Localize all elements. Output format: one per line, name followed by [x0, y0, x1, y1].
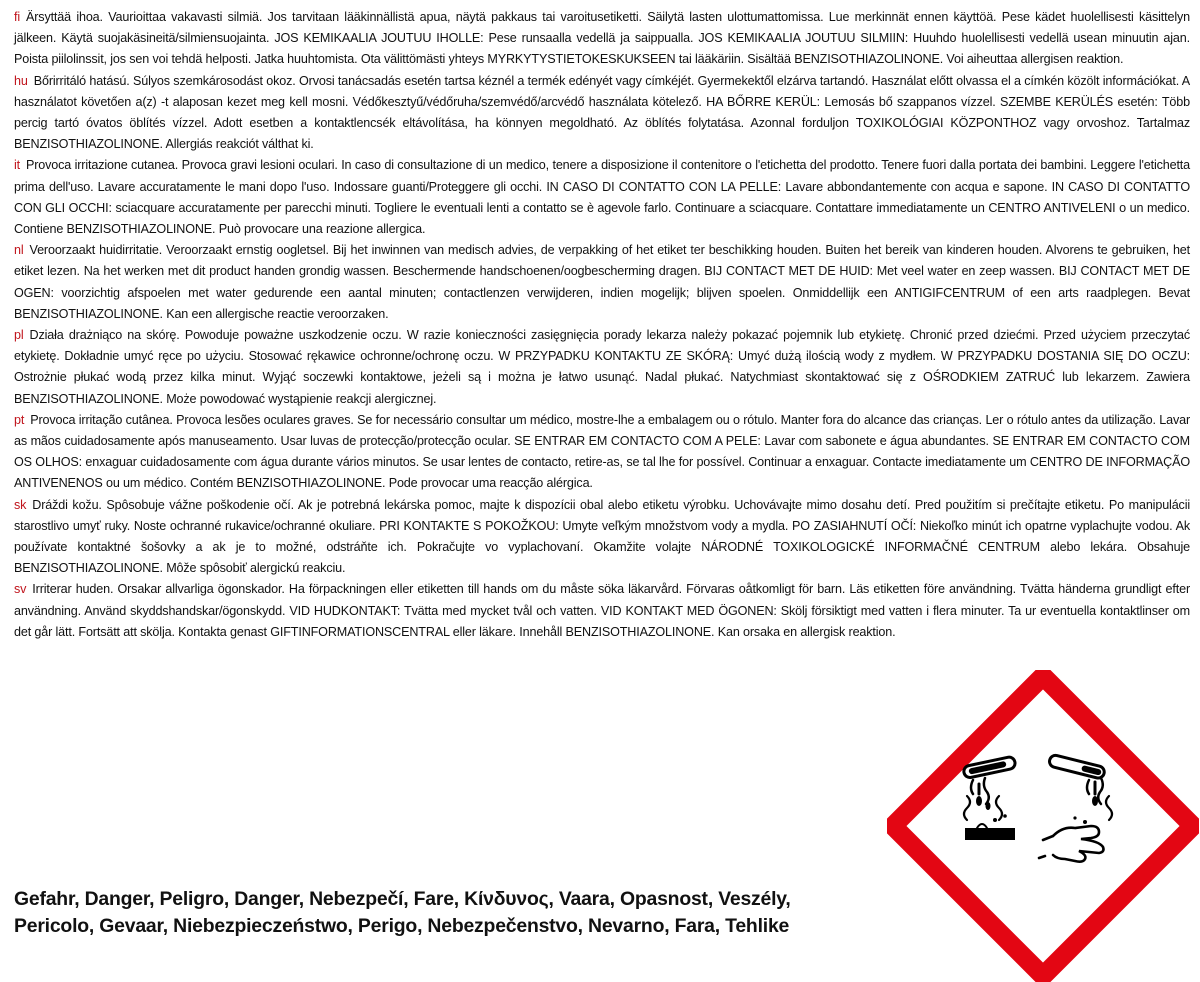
statement-text: Provoca irritazione cutanea. Provoca gravi lesioni oculari. In caso di consultazione di un medico, tenere a disposizione il contenitore o l'etichetta del prodotto. Tenere fuori dalla portata dei bambini. Leggere l'etichetta prima dell'uso. Lavare accuratamente le mani dopo l'uso. Indossare guanti/Proteggere gli occhi. IN CASO DI CONTATTO CON LA PELLE: Lavare abbondantemente con acqua e sapone. IN CASO DI CONTATTO CON GLI OCCHI: sciacquare accuratamente per parecchi minuti. Togliere le eventuali lenti a contatto se è agevole farlo. Continuare a sciacquare. Contattare immediatamente un CENTRO ANTIVELENI o un medico. Contiene BENZISOTHIAZOLINONE. Può provocare una reazione allergica.: [14, 158, 1190, 237]
lang-code: sv: [14, 582, 27, 597]
statement-text: Provoca irritação cutânea. Provoca lesões oculares graves. Se for necessário consultar um médico, mostre-lhe a embalagem ou o rótulo. Manter fora do alcance das crianças. Ler o rótulo antes da utilização. Lavar as mãos cuidadosamente após manuseamento. Usar luvas de protecção/protecção ocular. SE ENTRAR EM CONTACTO COM A PELE: Lavar com sabonete e água abundantes. SE ENTRAR EM CONTACTO COM OS OLHOS: enxaguar cuidadosamente com água durante vários minutos. Se usar lentes de contacto, retire-as, se tal lhe for possível. Continuar a enxaguar. Contacte imediatamente um CENTRO DE INFORMAÇÃO ANTIVENENOS ou um médico. Contém BENZISOTHIAZOLINONE. Pode provocar uma reacção alérgica.: [14, 412, 1190, 491]
statement-text: Ärsyttää ihoa. Vaurioittaa vakavasti silmiä. Jos tarvitaan lääkinnällistä apua, näytä pakkaus tai varoitusetiketti. Säilytä lasten ulottumattomissa. Lue merkinnät ennen käyttöä. Pese kädet huolellisesti käsittelyn jälkeen. Käytä suojakäsineitä/silmiensuojainta. JOS KEMIKAALIA JOUTUU IHOLLE: Pese runsaalla vedellä ja saippualla. JOS KEMIKAALIA JOUTUU SILMIIN: Huuhdo huolellisesti vedellä usean minuutin ajan. Poista piilolinssit, jos sen voi tehdä helposti. Jatka huuhtomista. Ota välittömästi yhteys MYRKYTYSTIETOKESKUKSEEN tai lääkäriin. Sisältää BENZISOTHIAZOLINONE. Voi aiheuttaa allergisen reaktion.: [14, 10, 1190, 67]
statement-sv: [14, 579, 1190, 643]
statement-pl: [14, 325, 1190, 410]
statement-text: Bőrirritáló hatású. Súlyos szemkárosodást okoz. Orvosi tanácsadás esetén tartsa kéznél a termék edényét vagy címkéjét. Gyermekektől elzárva tartandó. Használat előtt olvassa el a címkén közölt információkat. A használatot követően a(z) -t alaposan kezet meg kell mosni. Védőkesztyű/védőruha/szemvédő/arcvédő használata kötelező. HA BŐRRE KERÜL: Lemosás bő szappanos vízzel. SZEMBE KERÜLÉS esetén: Több percig tartó óvatos öblítés vízzel. Adott esetben a kontaktlencsék eltávolítása, ha könnyen megoldható. Az öblítés folytatása. Azonnal forduljon TOXIKOLÓGIAI KÖZPONTHOZ vagy orvoshoz. Tartalmaz BENZISOTHIAZOLINONE. Allergiás reakciót válthat ki.: [14, 73, 1190, 152]
statement-text: Działa drażniąco na skórę. Powoduje poważne uszkodzenie oczu. W razie konieczności zasięgnięcia porady lekarza należy pokazać pojemnik lub etykietę. Chronić przed dziećmi. Przed użyciem przeczytać etykietę. Dokładnie umyć ręce po użyciu. Stosować rękawice ochronne/ochronę oczu. W PRZYPADKU KONTAKTU ZE SKÓRĄ: Umyć dużą ilością wody z mydłem. W PRZYPADKU DOSTANIA SIĘ DO OCZU: Ostrożnie płukać wodą przez kilka minut. Wyjąć soczewki kontaktowe, jeżeli są i można je łatwo usunąć. Nadal płukać. Natychmiast skontaktować się z OŚRODKIEM ZATRUĆ lub lekarzem. Zawiera BENZISOTHIAZOLINONE. Może powodować wystąpienie reakcji alergicznej.: [14, 328, 1190, 406]
lang-code: fi: [14, 10, 20, 24]
statement-text: Veroorzaakt huidirritatie. Veroorzaakt ernstig oogletsel. Bij het inwinnen van medisch advies, de verpakking of het etiket ter beschikking houden. Buiten het bereik van kinderen houden. Alvorens te gebruiken, het etiket lezen. Na het werken met dit product handen grondig wassen. Beschermende handschoenen/oogbescherming dragen. BIJ CONTACT MET DE HUID: Met veel water en zeep wassen. BIJ CONTACT MET DE OGEN: voorzichtig afspoelen met water gedurende een aantal minuten; contactlenzen verwijderen, indien mogelijk; blijven spoelen. Onmiddellijk een ANTIGIFCENTRUM of een arts raadplegen. Bevat BENZISOTHIAZOLINONE. Kan een allergische reactie veroorzaken.: [14, 243, 1190, 321]
hazard-statements: [14, 7, 1190, 643]
statement-sk: [14, 495, 1190, 580]
statement-fi: [14, 7, 1190, 71]
statement-nl: [14, 240, 1190, 325]
statement-text: Dráždi kožu. Spôsobuje vážne poškodenie očí. Ak je potrebná lekárska pomoc, majte k dispozícii obal alebo etiketu výrobku. Uchovávajte mimo dosahu detí. Pred použitím si prečítajte etiketu. Po manipulácii starostlivo umyť ruky. Noste ochranné rukavice/ochranné okuliare. PRI KONTAKTE S POKOŽKOU: Umyte veľkým množstvom vody a mydla. PO ZASIAHNUTÍ OČÍ: Niekoľko minút ich opatrne vyplachujte vodou. Ak používate kontaktné šošovky a ak je to možné, odstráňte ich. Pokračujte vo vyplachovaní. Okamžite volajte NÁRODNÉ TOXIKOLOGICKÉ INFORMAČNÉ CENTRUM alebo lekára. Obsahuje BENZISOTHIAZOLINONE. Môže spôsobiť alergickú reakciu.: [14, 497, 1190, 576]
statement-text: Irriterar huden. Orsakar allvarliga ögonskador. Ha förpackningen eller etiketten till hands om du måste söka läkarvård. Förvaras oåtkomligt för barn. Läs etiketten före användning. Tvätta händerna grundligt efter användning. Använd skyddshandskar/ögonskydd. VID HUDKONTAKT: Tvätta med mycket tvål och vatten. VID KONTAKT MED ÖGONEN: Skölj försiktigt med vatten i flera minuter. Ta ur eventuella kontaktlinser om det går lätt. Fortsätt att skölja. Kontakta genast GIFTINFORMATIONSCENTRAL eller läkare. Innehåll BENZISOTHIAZOLINONE. Kan orsaka en allergisk reaktion.: [14, 582, 1190, 639]
signal-words: [14, 886, 914, 940]
lang-code: sk: [14, 497, 27, 512]
statement-it: [14, 155, 1190, 240]
lang-code: nl: [14, 243, 24, 258]
lang-code: pt: [14, 412, 25, 427]
lang-code: hu: [14, 73, 28, 88]
lang-code: it: [14, 158, 20, 173]
statement-hu: [14, 71, 1190, 156]
statement-pt: [14, 410, 1190, 495]
corrosion-icon: [887, 670, 1199, 982]
signal-words-line-1: Gefahr, Danger, Peligro, Danger, Nebezpečí, Fare, Κίνδυνος, Vaara, Opasnost, Veszély,: [14, 888, 791, 910]
lang-code: pl: [14, 328, 24, 343]
ghs-diamond-border: [893, 676, 1193, 976]
signal-words-line-2: Pericolo, Gevaar, Niebezpieczeństwo, Perigo, Nebezpečenstvo, Nevarno, Fara, Tehlike: [14, 915, 790, 937]
